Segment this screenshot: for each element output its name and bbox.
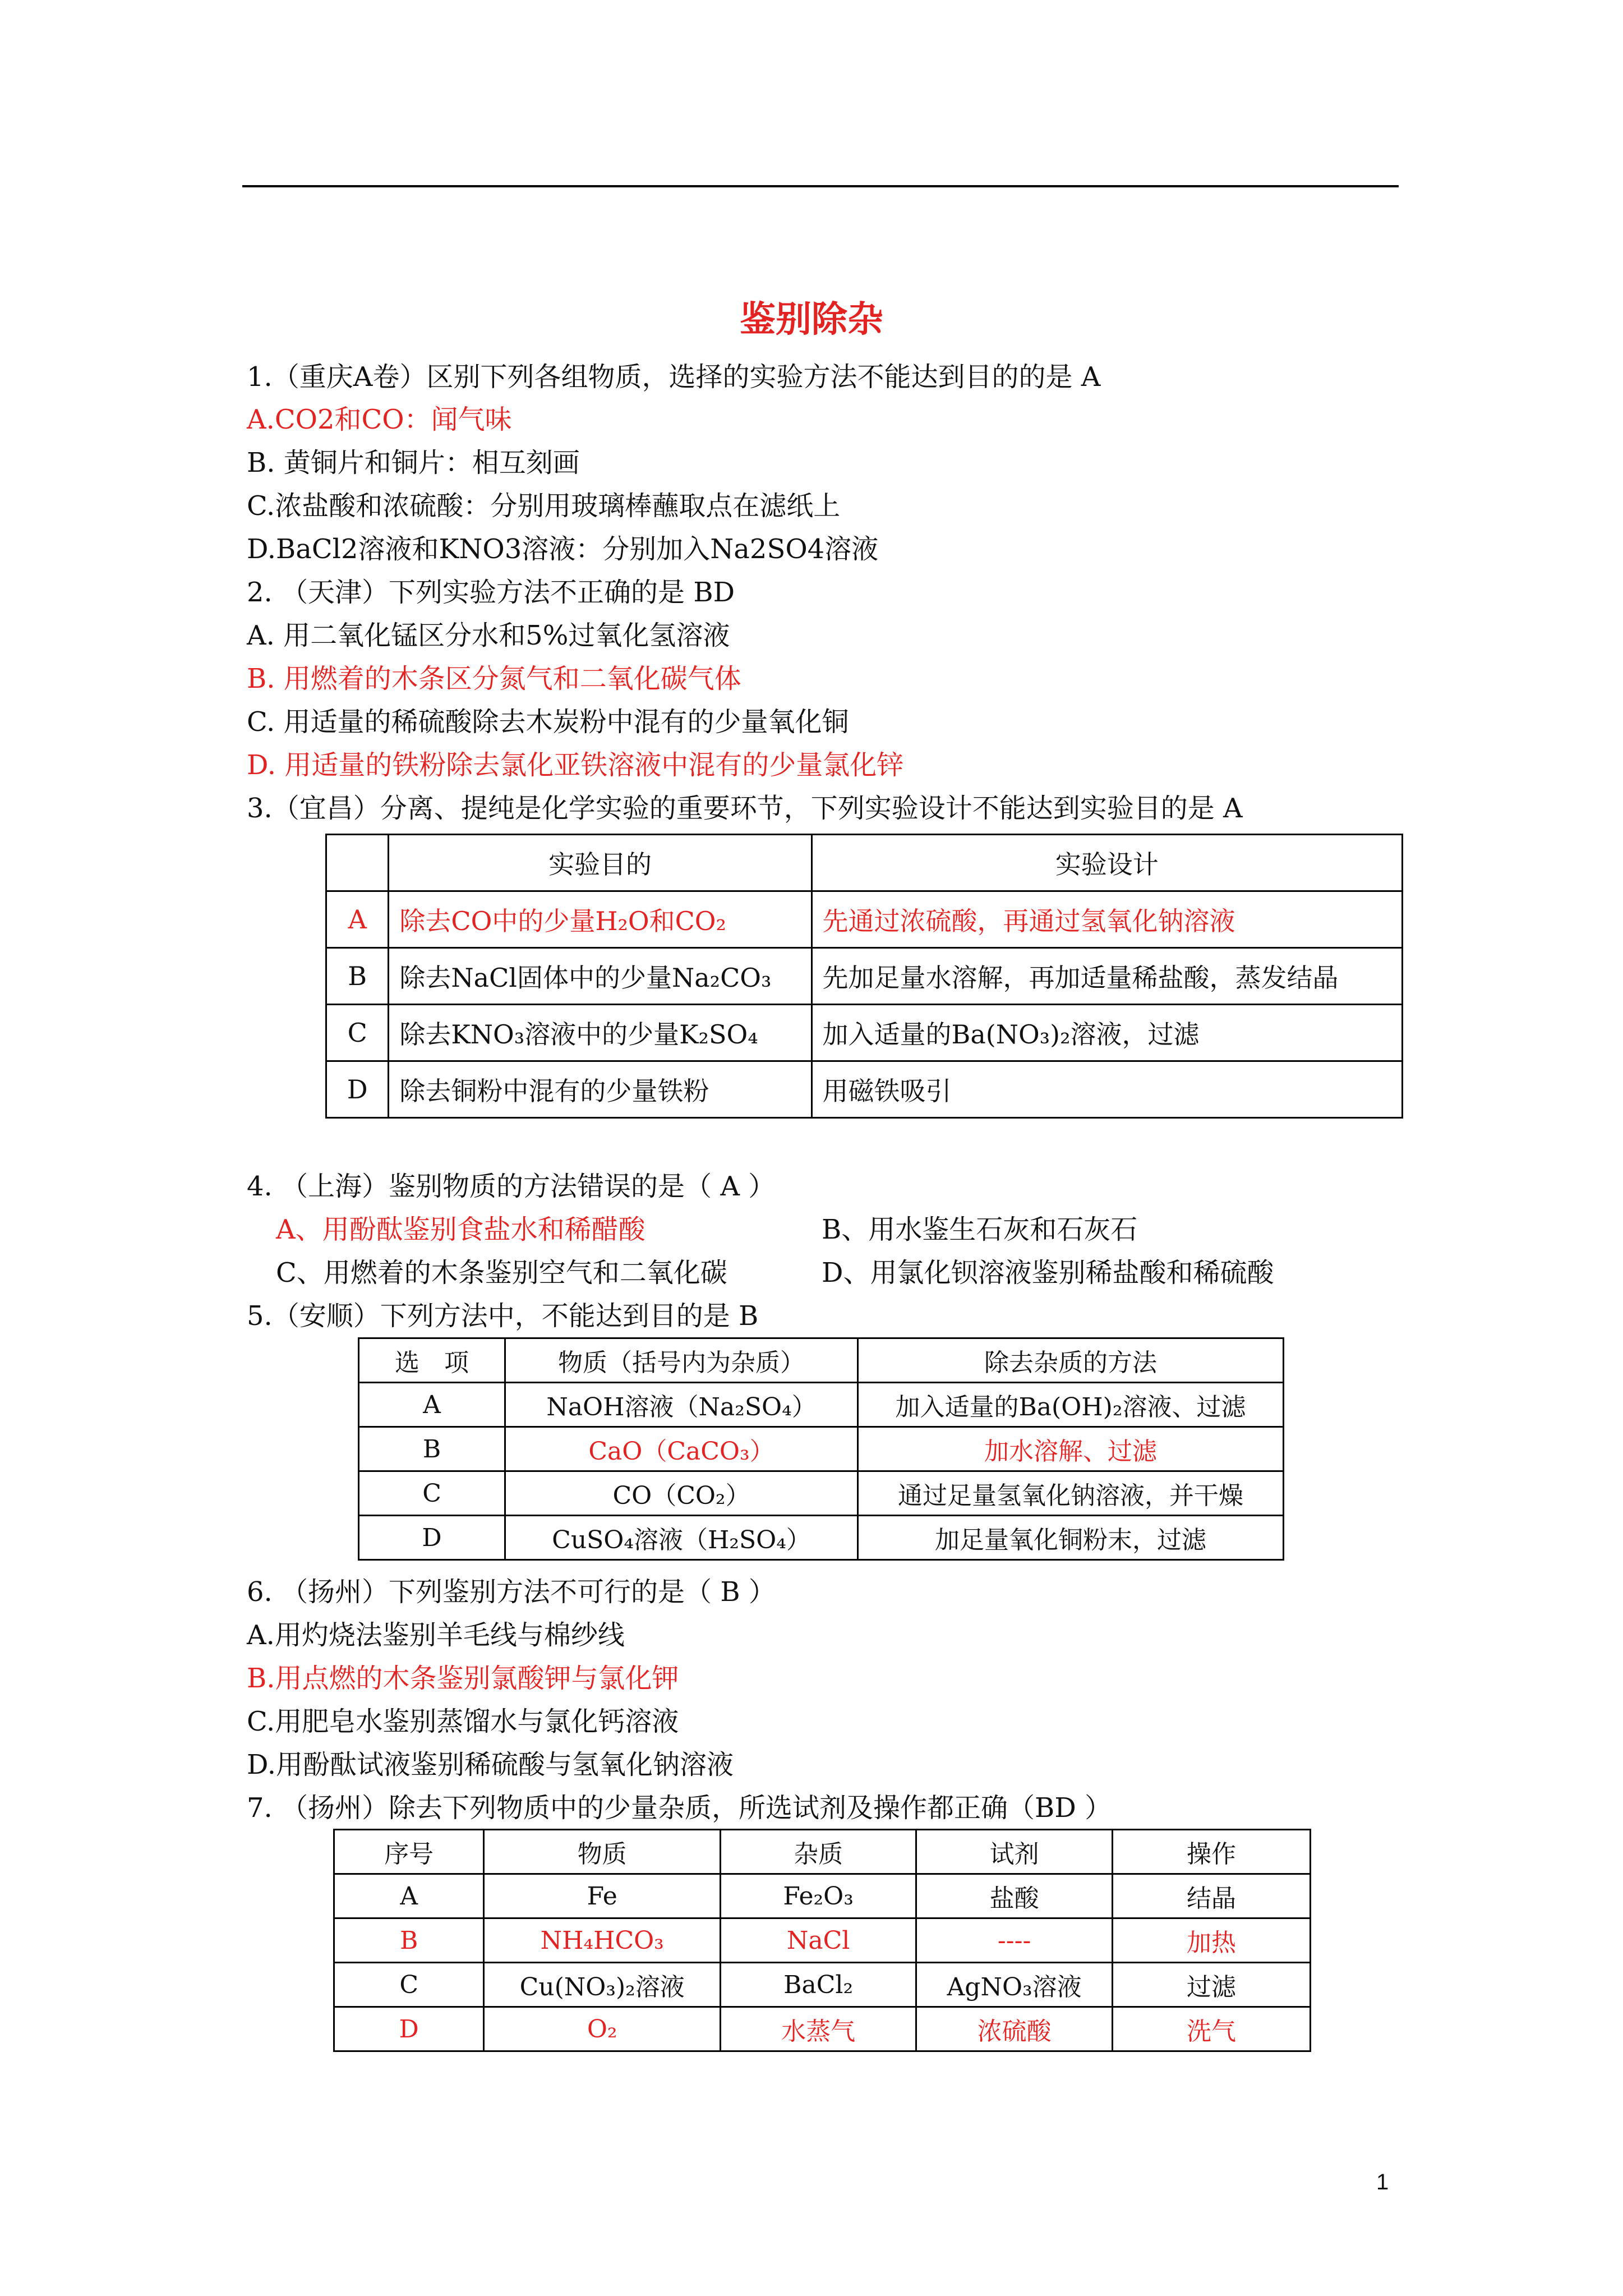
q7-stem: 7. （扬州）除去下列物质中的少量杂质，所选试剂及操作都正确（BD ）: [247, 1792, 1112, 1824]
q1-option-b: B. 黄铜片和铜片：相互刻画: [247, 447, 580, 478]
table-row: [326, 891, 1403, 948]
q3-table: [325, 834, 1403, 1119]
table-cell: NaCl: [721, 1918, 916, 1963]
table-header-cell: [326, 835, 389, 891]
table-header-cell: 杂质: [721, 1830, 916, 1874]
table-header-cell: 物质: [484, 1830, 721, 1874]
table-header-cell: 除去杂质的方法: [857, 1338, 1283, 1383]
q7-table: [333, 1829, 1311, 2052]
page-title: 鉴别除杂: [740, 299, 883, 341]
table-cell: 加入适量的Ba(OH)₂溶液、过滤: [857, 1383, 1283, 1427]
table-cell: 加水溶解、过滤: [857, 1427, 1283, 1471]
table-header-cell: 操作: [1112, 1830, 1310, 1874]
q4-option-c: C、用燃着的木条鉴别空气和二氧化碳: [276, 1257, 727, 1289]
header-rule: [242, 185, 1399, 187]
table-row: [334, 1963, 1311, 2007]
table-cell: D: [359, 1516, 505, 1560]
table-cell: 通过足量氢氧化钠溶液，并干燥: [857, 1471, 1283, 1516]
table-header-cell: 选 项: [359, 1338, 505, 1383]
q5-stem: 5.（安顺）下列方法中，不能达到目的是 B: [247, 1300, 759, 1332]
table-cell: AgNO₃溶液: [916, 1963, 1113, 2007]
table-header-row: [359, 1338, 1284, 1383]
table-header-cell: 实验设计: [811, 835, 1402, 891]
table-cell: 洗气: [1112, 2007, 1310, 2051]
table-cell: C: [359, 1471, 505, 1516]
table-cell: D: [334, 2007, 484, 2051]
table-cell: 先加足量水溶解，再加适量稀盐酸，蒸发结晶: [811, 948, 1402, 1005]
table-cell: CuSO₄溶液（H₂SO₄）: [505, 1516, 858, 1560]
q6-stem: 6. （扬州）下列鉴别方法不可行的是（ B ）: [247, 1576, 776, 1608]
table-header-row: [326, 835, 1403, 891]
table-cell: 除去铜粉中混有的少量铁粉: [389, 1061, 811, 1118]
table-cell: 结晶: [1112, 1874, 1310, 1918]
table-cell: O₂: [484, 2007, 721, 2051]
q4-option-a: A、用酚酞鉴别食盐水和稀醋酸: [276, 1214, 645, 1245]
table-header-row: [334, 1830, 1311, 1874]
table-cell: 加入适量的Ba(NO₃)₂溶液，过滤: [811, 1005, 1402, 1061]
table-cell: Fe: [484, 1874, 721, 1918]
q2-option-a: A. 用二氧化锰区分水和5%过氧化氢溶液: [247, 620, 730, 651]
table-header-cell: 试剂: [916, 1830, 1113, 1874]
table-cell: 除去CO中的少量H₂O和CO₂: [389, 891, 811, 948]
table-cell: A: [326, 891, 389, 948]
table-header-cell: 实验目的: [389, 835, 811, 891]
table-cell: CO（CO₂）: [505, 1471, 858, 1516]
q4-option-d: D、用氯化钡溶液鉴别稀盐酸和稀硫酸: [822, 1257, 1274, 1289]
table-cell: BaCl₂: [721, 1963, 916, 2007]
table-cell: 用磁铁吸引: [811, 1061, 1402, 1118]
table-row: [326, 1005, 1403, 1061]
table-cell: NH₄HCO₃: [484, 1918, 721, 1963]
q6-option-d: D.用酚酞试液鉴别稀硫酸与氢氧化钠溶液: [247, 1749, 734, 1780]
table-cell: A: [334, 1874, 484, 1918]
table-cell: B: [359, 1427, 505, 1471]
q2-option-c: C. 用适量的稀硫酸除去木炭粉中混有的少量氧化铜: [247, 706, 849, 738]
q5-table: [358, 1337, 1284, 1561]
table-cell: 除去NaCl固体中的少量Na₂CO₃: [389, 948, 811, 1005]
q2-stem: 2. （天津）下列实验方法不正确的是 BD: [247, 577, 735, 608]
q1-option-a: A.CO2和CO：闻气味: [247, 404, 512, 435]
q1-stem: 1.（重庆A卷）区别下列各组物质，选择的实验方法不能达到目的的是 A: [247, 361, 1101, 393]
table-cell: 浓硫酸: [916, 2007, 1113, 2051]
table-cell: Fe₂O₃: [721, 1874, 916, 1918]
page-number: 1: [1376, 2170, 1389, 2194]
table-cell: 加足量氧化铜粉末，过滤: [857, 1516, 1283, 1560]
table-row: [359, 1516, 1284, 1560]
table-row: [326, 948, 1403, 1005]
table-row: [359, 1471, 1284, 1516]
q2-option-b: B. 用燃着的木条区分氮气和二氧化碳气体: [247, 663, 741, 694]
table-row: [334, 1874, 1311, 1918]
table-row: [334, 1918, 1311, 1963]
table-cell: 过滤: [1112, 1963, 1310, 2007]
table-cell: B: [326, 948, 389, 1005]
table-cell: 加热: [1112, 1918, 1310, 1963]
table-row: [359, 1427, 1284, 1471]
table-cell: NaOH溶液（Na₂SO₄）: [505, 1383, 858, 1427]
q3-stem: 3.（宜昌）分离、提纯是化学实验的重要环节，下列实验设计不能达到实验目的是 A: [247, 793, 1243, 824]
table-cell: C: [326, 1005, 389, 1061]
table-row: [326, 1061, 1403, 1118]
table-cell: ----: [916, 1918, 1113, 1963]
table-cell: 先通过浓硫酸，再通过氢氧化钠溶液: [811, 891, 1402, 948]
q2-option-d: D. 用适量的铁粉除去氯化亚铁溶液中混有的少量氯化锌: [247, 749, 904, 781]
table-header-cell: 序号: [334, 1830, 484, 1874]
table-cell: D: [326, 1061, 389, 1118]
q1-option-c: C.浓盐酸和浓硫酸：分别用玻璃棒蘸取点在滤纸上: [247, 490, 841, 522]
table-cell: B: [334, 1918, 484, 1963]
table-cell: 盐酸: [916, 1874, 1113, 1918]
q1-option-d: D.BaCl2溶液和KNO3溶液：分别加入Na2SO4溶液: [247, 533, 879, 565]
table-header-cell: 物质（括号内为杂质）: [505, 1338, 858, 1383]
q6-option-a: A.用灼烧法鉴别羊毛线与棉纱线: [247, 1619, 625, 1651]
q6-option-b: B.用点燃的木条鉴别氯酸钾与氯化钾: [247, 1663, 679, 1694]
table-cell: A: [359, 1383, 505, 1427]
q4-stem: 4. （上海）鉴别物质的方法错误的是（ A ）: [247, 1171, 776, 1202]
table-row: [334, 2007, 1311, 2051]
table-cell: 除去KNO₃溶液中的少量K₂SO₄: [389, 1005, 811, 1061]
table-cell: 水蒸气: [721, 2007, 916, 2051]
table-cell: Cu(NO₃)₂溶液: [484, 1963, 721, 2007]
q6-option-c: C.用肥皂水鉴别蒸馏水与氯化钙溶液: [247, 1706, 679, 1737]
table-cell: C: [334, 1963, 484, 2007]
table-cell: CaO（CaCO₃）: [505, 1427, 858, 1471]
table-row: [359, 1383, 1284, 1427]
q4-option-b: B、用水鉴生石灰和石灰石: [822, 1214, 1138, 1245]
